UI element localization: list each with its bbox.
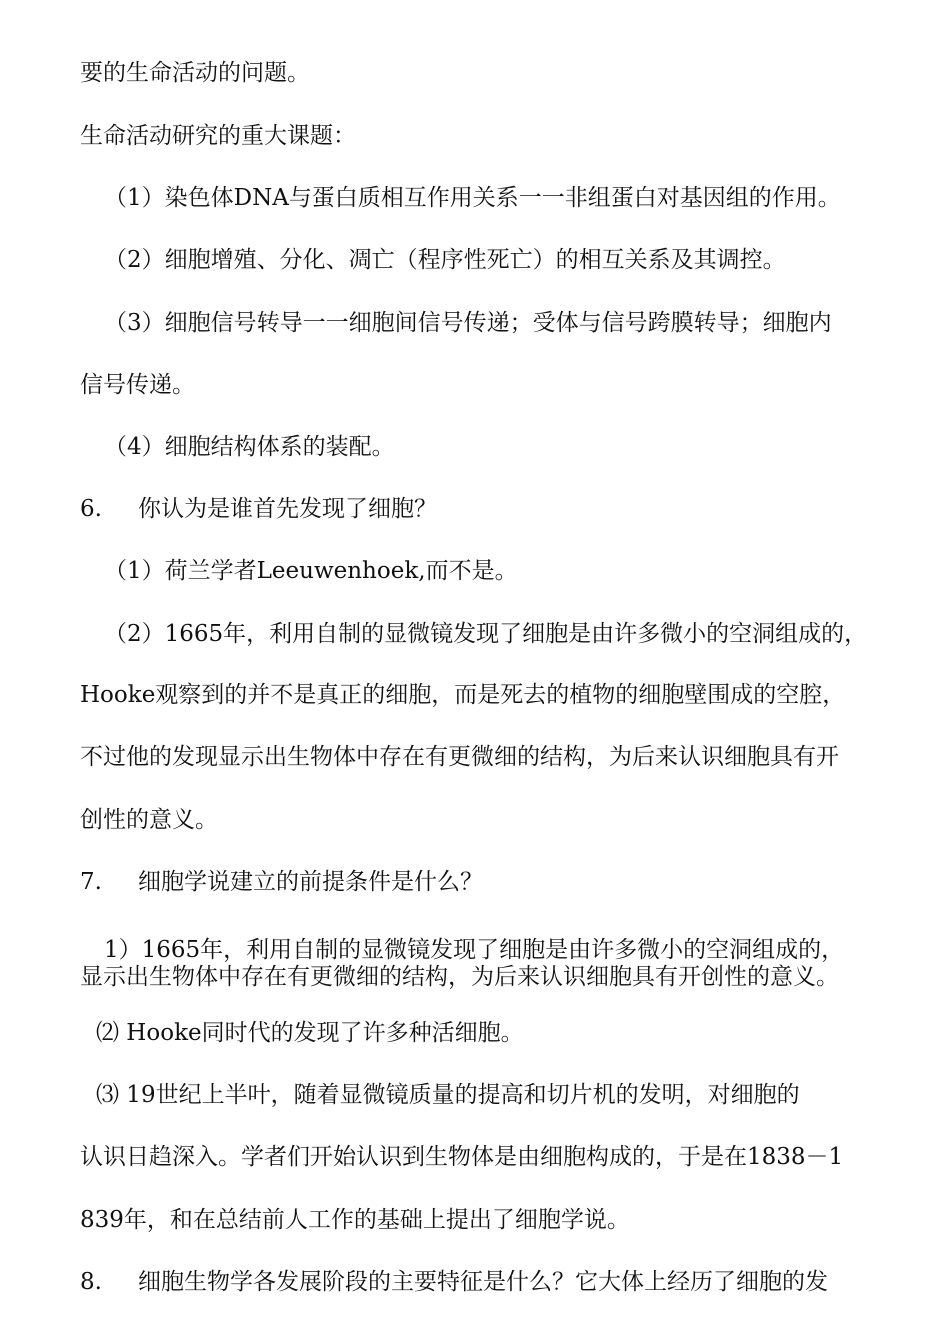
- text-line: 信号传递。: [80, 372, 195, 398]
- text-line: 要的生命活动的问题。: [80, 60, 310, 86]
- list-item: （4）细胞结构体系的装配。: [104, 434, 395, 460]
- question-number: 6.: [80, 496, 102, 522]
- question-7: [80, 867, 483, 897]
- section-heading: 生命活动研究的重大课题：: [80, 123, 356, 149]
- list-item: （1）荷兰学者Leeuwenhoek,而不是。: [104, 558, 518, 584]
- list-item: ⑵ Hooke同时代的发现了许多种活细胞。: [96, 1020, 524, 1046]
- text-line: 认识日趋深入。学者们开始认识到生物体是由细胞构成的，于是在1838－1: [80, 1144, 844, 1170]
- list-item: （2）1665年，利用自制的显微镜发现了细胞是由许多微小的空洞组成的，: [104, 621, 868, 647]
- text-line: 显示出生物体中存在有更微细的结构，为后来认识细胞具有开创性的意义。: [80, 964, 839, 990]
- text-line: Hooke观察到的并不是真正的细胞，而是死去的植物的细胞壁围成的空腔，: [80, 682, 846, 708]
- question-8: [80, 1267, 828, 1297]
- question-number: 8.: [80, 1269, 102, 1295]
- question-number: 7.: [80, 869, 102, 895]
- text-line: 创性的意义。: [80, 807, 218, 833]
- question-text: 你认为是谁首先发现了细胞？: [138, 496, 437, 522]
- text-line: 不过他的发现显示出生物体中存在有更微细的结构，为后来认识细胞具有开: [80, 744, 839, 770]
- text-line: 839年，和在总结前人工作的基础上提出了细胞学说。: [80, 1207, 630, 1233]
- list-item: （2）细胞增殖、分化、凋亡（程序性死亡）的相互关系及其调控。: [104, 247, 786, 273]
- list-item: ⑶ 19世纪上半叶，随着显微镜质量的提高和切片机的发明，对细胞的: [96, 1082, 800, 1108]
- list-item: （1）染色体DNA与蛋白质相互作用关系一一非组蛋白对基因组的作用。: [104, 185, 841, 211]
- question-text: 细胞生物学各发展阶段的主要特征是什么？它大体上经历了细胞的发: [138, 1269, 828, 1295]
- list-item: 1）1665年，利用自制的显微镜发现了细胞是由许多微小的空洞组成的，: [104, 937, 845, 963]
- question-6: [80, 494, 437, 524]
- question-text: 细胞学说建立的前提条件是什么？: [138, 869, 483, 895]
- list-item: （3）细胞信号转导一一细胞间信号传递；受体与信号跨膜转导；细胞内: [104, 310, 832, 336]
